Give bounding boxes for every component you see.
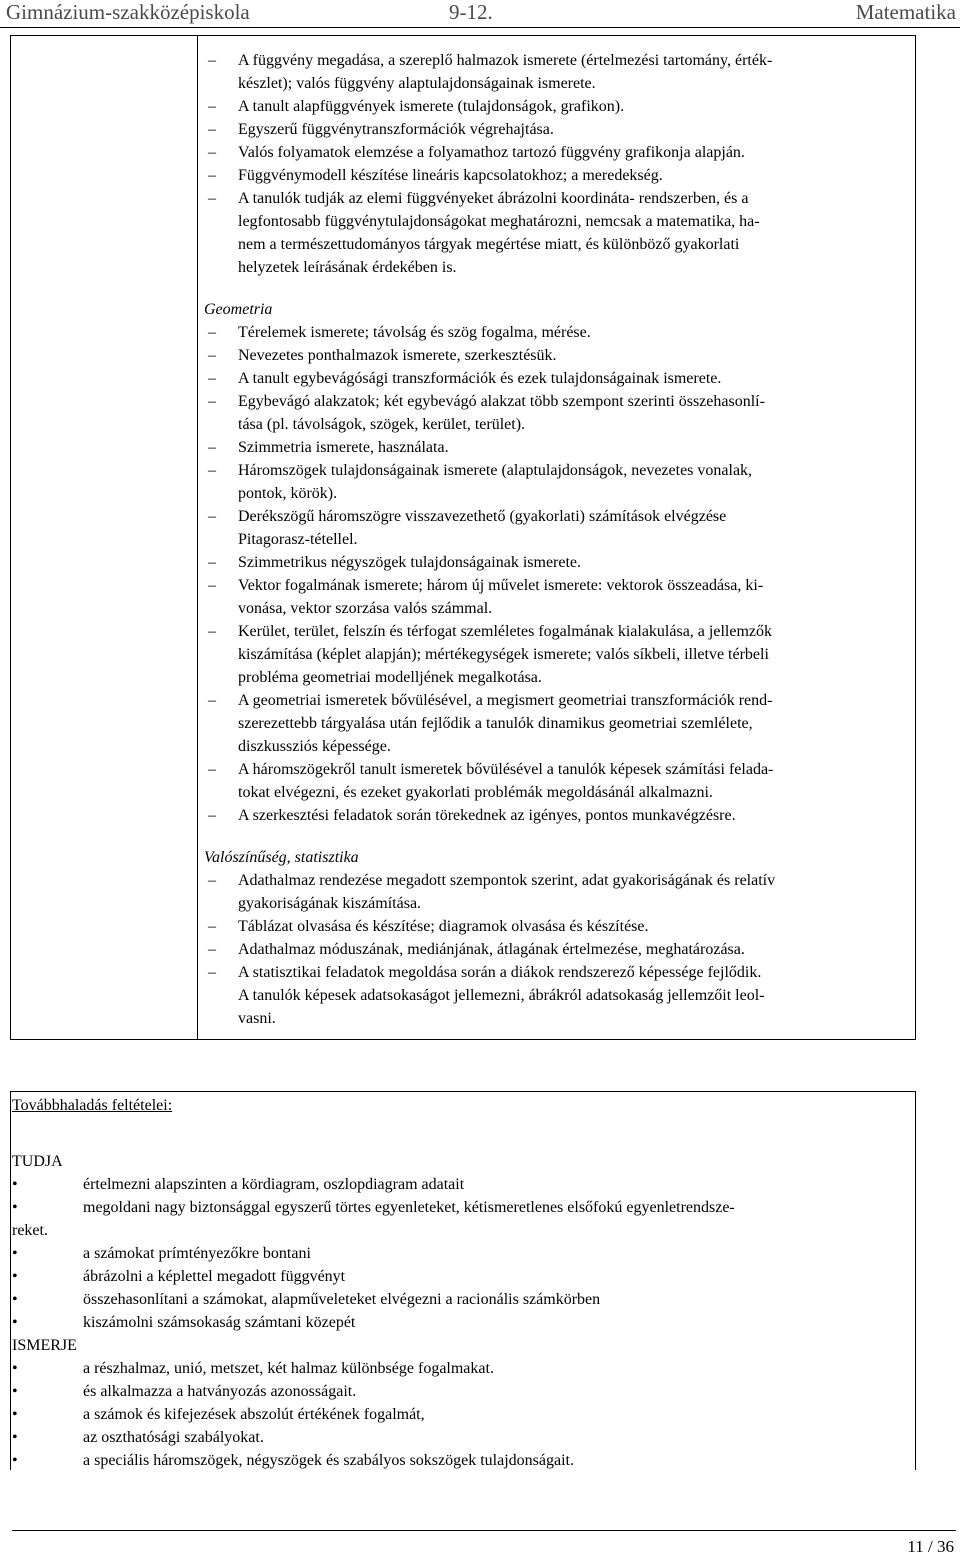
bullet-item: [12, 1242, 907, 1265]
list-item-line: nem a természettudományos tárgyak megértése miatt, és különböző gyakorlati: [238, 236, 740, 253]
list-item-line: Nevezetes ponthalmazok ismerete, szerkesztésük.: [238, 347, 557, 364]
list-item: [204, 321, 904, 344]
dash-marker: –: [208, 872, 216, 889]
list-item: [204, 915, 904, 938]
curriculum-content: [204, 49, 904, 1030]
list-item-line: tokat elvégezni, és ezeket gyakorlati problémák megoldásánál alkalmazni.: [238, 784, 713, 801]
recognize-heading: ISMERJE: [12, 1337, 77, 1354]
header-school: Gimnázium-szakközépiskola: [6, 0, 250, 24]
list-item-line: Adathalmaz rendezése megadott szempontok szerint, adat gyakoriságának és relatív: [238, 872, 776, 889]
requirements-title: Továbbhaladás feltételei:: [12, 1097, 173, 1114]
bullet-continuation: reket.: [12, 1222, 48, 1239]
bullet-text: a számok és kifejezések abszolút értékének fogalmát,: [83, 1406, 425, 1423]
list-item-line: Derékszögű háromszögre visszavezethető (gyakorlati) számítások elvégzése: [238, 508, 727, 525]
list-item: [204, 390, 904, 436]
list-item-line: tása (pl. távolságok, szögek, kerület, terület).: [238, 416, 526, 433]
table-column-divider: [197, 36, 198, 1039]
list-item-line: Szimmetria ismerete, használata.: [238, 439, 449, 456]
list-item: [204, 436, 904, 459]
functions-list: [204, 49, 904, 279]
dash-marker: –: [208, 692, 216, 709]
bullet-marker: •: [12, 1452, 18, 1469]
bullet-marker: •: [12, 1314, 18, 1331]
bullet-text: a számokat prímtényezőkre bontani: [83, 1245, 311, 1262]
list-item-line: készlet); valós függvény alaptulajdonságainak ismerete.: [238, 75, 596, 92]
list-item: [204, 118, 904, 141]
bullet-item: [12, 1449, 907, 1472]
section-title-geometry: Geometria: [204, 301, 273, 318]
dash-marker: –: [208, 462, 216, 479]
recognize-list: [12, 1357, 907, 1472]
list-item: [204, 689, 904, 758]
bullet-text: az oszthatósági szabályokat.: [83, 1429, 264, 1446]
dash-marker: –: [208, 324, 216, 341]
dash-marker: –: [208, 577, 216, 594]
list-item-line: Kerület, terület, felszín és térfogat szemléletes fogalmának kialakulása, a jellemzők: [238, 623, 772, 640]
geometry-list: [204, 321, 904, 827]
bullet-item: [12, 1426, 907, 1449]
list-item: [204, 961, 904, 1030]
list-item: [204, 574, 904, 620]
requirements-content: [12, 1094, 907, 1472]
bullet-text: összehasonlítani a számokat, alapműveleteket elvégezni a racionális számkörben: [83, 1291, 601, 1308]
bullet-marker: •: [12, 1176, 18, 1193]
list-item-line: Adathalmaz móduszának, mediánjának, átlagának értelmezése, meghatározása.: [238, 941, 745, 958]
bullet-marker: •: [12, 1360, 18, 1377]
header-divider: [0, 27, 960, 28]
dash-marker: –: [208, 623, 216, 640]
list-item-line: Függvénymodell készítése lineáris kapcsolatokhoz; a meredekség.: [238, 167, 663, 184]
bullet-item: [12, 1357, 907, 1380]
dash-marker: –: [208, 190, 216, 207]
dash-marker: –: [208, 918, 216, 935]
dash-marker: –: [208, 807, 216, 824]
list-item: [204, 141, 904, 164]
list-item-line: pontok, körök).: [238, 485, 338, 502]
footer-divider: [12, 1530, 956, 1531]
list-item: [204, 938, 904, 961]
dash-marker: –: [208, 370, 216, 387]
dash-marker: –: [208, 964, 216, 981]
bullet-text: a speciális háromszögek, négyszögek és szabályos sokszögek tulajdonságait.: [83, 1452, 574, 1469]
bullet-marker: •: [12, 1245, 18, 1262]
list-item-line: Táblázat olvasása és készítése; diagramok olvasása és készítése.: [238, 918, 649, 935]
dash-marker: –: [208, 439, 216, 456]
list-item-line: Vektor fogalmának ismerete; három új művelet ismerete: vektorok összeadása, ki-: [238, 577, 764, 594]
list-item: [204, 505, 904, 551]
list-item: [204, 869, 904, 915]
bullet-text: kiszámolni számsokaság számtani közepét: [83, 1314, 356, 1331]
bullet-marker: •: [12, 1268, 18, 1285]
list-item: [204, 758, 904, 804]
list-item-line: Szimmetrikus négyszögek tulajdonságainak ismerete.: [238, 554, 582, 571]
list-item: [204, 344, 904, 367]
list-item: [204, 187, 904, 279]
statistics-list: [204, 869, 904, 1030]
list-item-line: vonása, vektor szorzása valós számmal.: [238, 600, 493, 617]
list-item-line: helyzetek leírásának érdekében is.: [238, 259, 457, 276]
list-item: [204, 95, 904, 118]
list-item: [204, 49, 904, 95]
section-title-statistics: Valószínűség, statisztika: [204, 849, 359, 866]
list-item: [204, 164, 904, 187]
list-item: [204, 620, 904, 689]
list-item-line: kiszámítása (képlet alapján); mértékegységek ismerete; valós síkbeli, illetve térbeli: [238, 646, 769, 663]
list-item-line: szerezettebb tárgyalása után fejlődik a tanulók dinamikus geometriai szemlélete,: [238, 715, 753, 732]
list-item-line: A függvény megadása, a szereplő halmazok ismerete (értelmezési tartomány, érték-: [238, 52, 773, 69]
list-item-line: Térelemek ismerete; távolság és szög fogalma, mérése.: [238, 324, 591, 341]
know-list: [12, 1173, 907, 1334]
list-item-line: Egyszerű függvénytranszformációk végrehajtása.: [238, 121, 554, 138]
list-item-line: A tanulók képesek adatsokaságot jellemezni, ábrákról adatsokaság jellemzőit leol-: [238, 987, 765, 1004]
list-item-line: diszkussziós képessége.: [238, 738, 391, 755]
list-item-line: gyakoriságának kiszámítása.: [238, 895, 422, 912]
dash-marker: –: [208, 52, 216, 69]
dash-marker: –: [208, 98, 216, 115]
header-grade: 9-12.: [449, 0, 493, 24]
list-item-line: A tanulók tudják az elemi függvényeket ábrázolni koordináta- rendszerben, és a: [238, 190, 749, 207]
page-number: 11 / 36: [907, 1537, 954, 1556]
dash-marker: –: [208, 393, 216, 410]
bullet-marker: •: [12, 1406, 18, 1423]
dash-marker: –: [208, 761, 216, 778]
dash-marker: –: [208, 554, 216, 571]
bullet-text: és alkalmazza a hatványozás azonosságait.: [83, 1383, 357, 1400]
bullet-item: [12, 1311, 907, 1334]
bullet-marker: •: [12, 1383, 18, 1400]
dash-marker: –: [208, 508, 216, 525]
bullet-item: [12, 1265, 907, 1288]
bullet-text: megoldani nagy biztonsággal egyszerű törtes egyenleteket, kétismeretlenes elsőfokú egyenletrendsze-: [83, 1199, 735, 1216]
list-item: [204, 459, 904, 505]
list-item: [204, 551, 904, 574]
list-item-line: A tanult egybevágósági transzformációk és ezek tulajdonságainak ismerete.: [238, 370, 722, 387]
bullet-marker: •: [12, 1199, 18, 1216]
dash-marker: –: [208, 121, 216, 138]
list-item: [204, 804, 904, 827]
list-item-line: probléma geometriai modelljének megalkotása.: [238, 669, 542, 686]
bullet-marker: •: [12, 1291, 18, 1308]
list-item-line: legfontosabb függvénytulajdonságokat meghatározni, nemcsak a matematika, ha-: [238, 213, 760, 230]
list-item-line: A háromszögekről tanult ismeretek bővülésével a tanulók képesek számítási felada-: [238, 761, 774, 778]
bullet-item: [12, 1288, 907, 1311]
header-subject: Matematika: [855, 0, 956, 24]
bullet-item: [12, 1173, 907, 1196]
list-item-line: A geometriai ismeretek bővülésével, a megismert geometriai transzformációk rend-: [238, 692, 773, 709]
dash-marker: –: [208, 941, 216, 958]
bullet-text: értelmezni alapszinten a kördiagram, oszlopdiagram adatait: [83, 1176, 465, 1193]
bullet-item: [12, 1403, 907, 1426]
bullet-item: [12, 1380, 907, 1403]
list-item-line: Háromszögek tulajdonságainak ismerete (alaptulajdonságok, nevezetes vonalak,: [238, 462, 753, 479]
dash-marker: –: [208, 144, 216, 161]
list-item-line: Pitagorasz-tétellel.: [238, 531, 358, 548]
bullet-text: a részhalmaz, unió, metszet, két halmaz különbsége fogalmakat.: [83, 1360, 494, 1377]
list-item-line: A statisztikai feladatok megoldása során a diákok rendszerező képessége fejlődik.: [238, 964, 762, 981]
list-item-line: Egybevágó alakzatok; két egybevágó alakzat több szempont szerinti összehasonlí-: [238, 393, 765, 410]
know-heading: TUDJA: [12, 1153, 63, 1170]
bullet-text: ábrázolni a képlettel megadott függvényt: [83, 1268, 346, 1285]
bullet-marker: •: [12, 1429, 18, 1446]
bullet-item: [12, 1196, 907, 1219]
dash-marker: –: [208, 167, 216, 184]
list-item-line: Valós folyamatok elemzése a folyamathoz tartozó függvény grafikonja alapján.: [238, 144, 745, 161]
list-item-line: vasni.: [238, 1010, 276, 1027]
page-header: [0, 0, 960, 26]
list-item-line: A szerkesztési feladatok során törekednek az igényes, pontos munkavégzésre.: [238, 807, 736, 824]
list-item-line: A tanult alapfüggvények ismerete (tulajdonságok, grafikon).: [238, 98, 625, 115]
list-item: [204, 367, 904, 390]
dash-marker: –: [208, 347, 216, 364]
